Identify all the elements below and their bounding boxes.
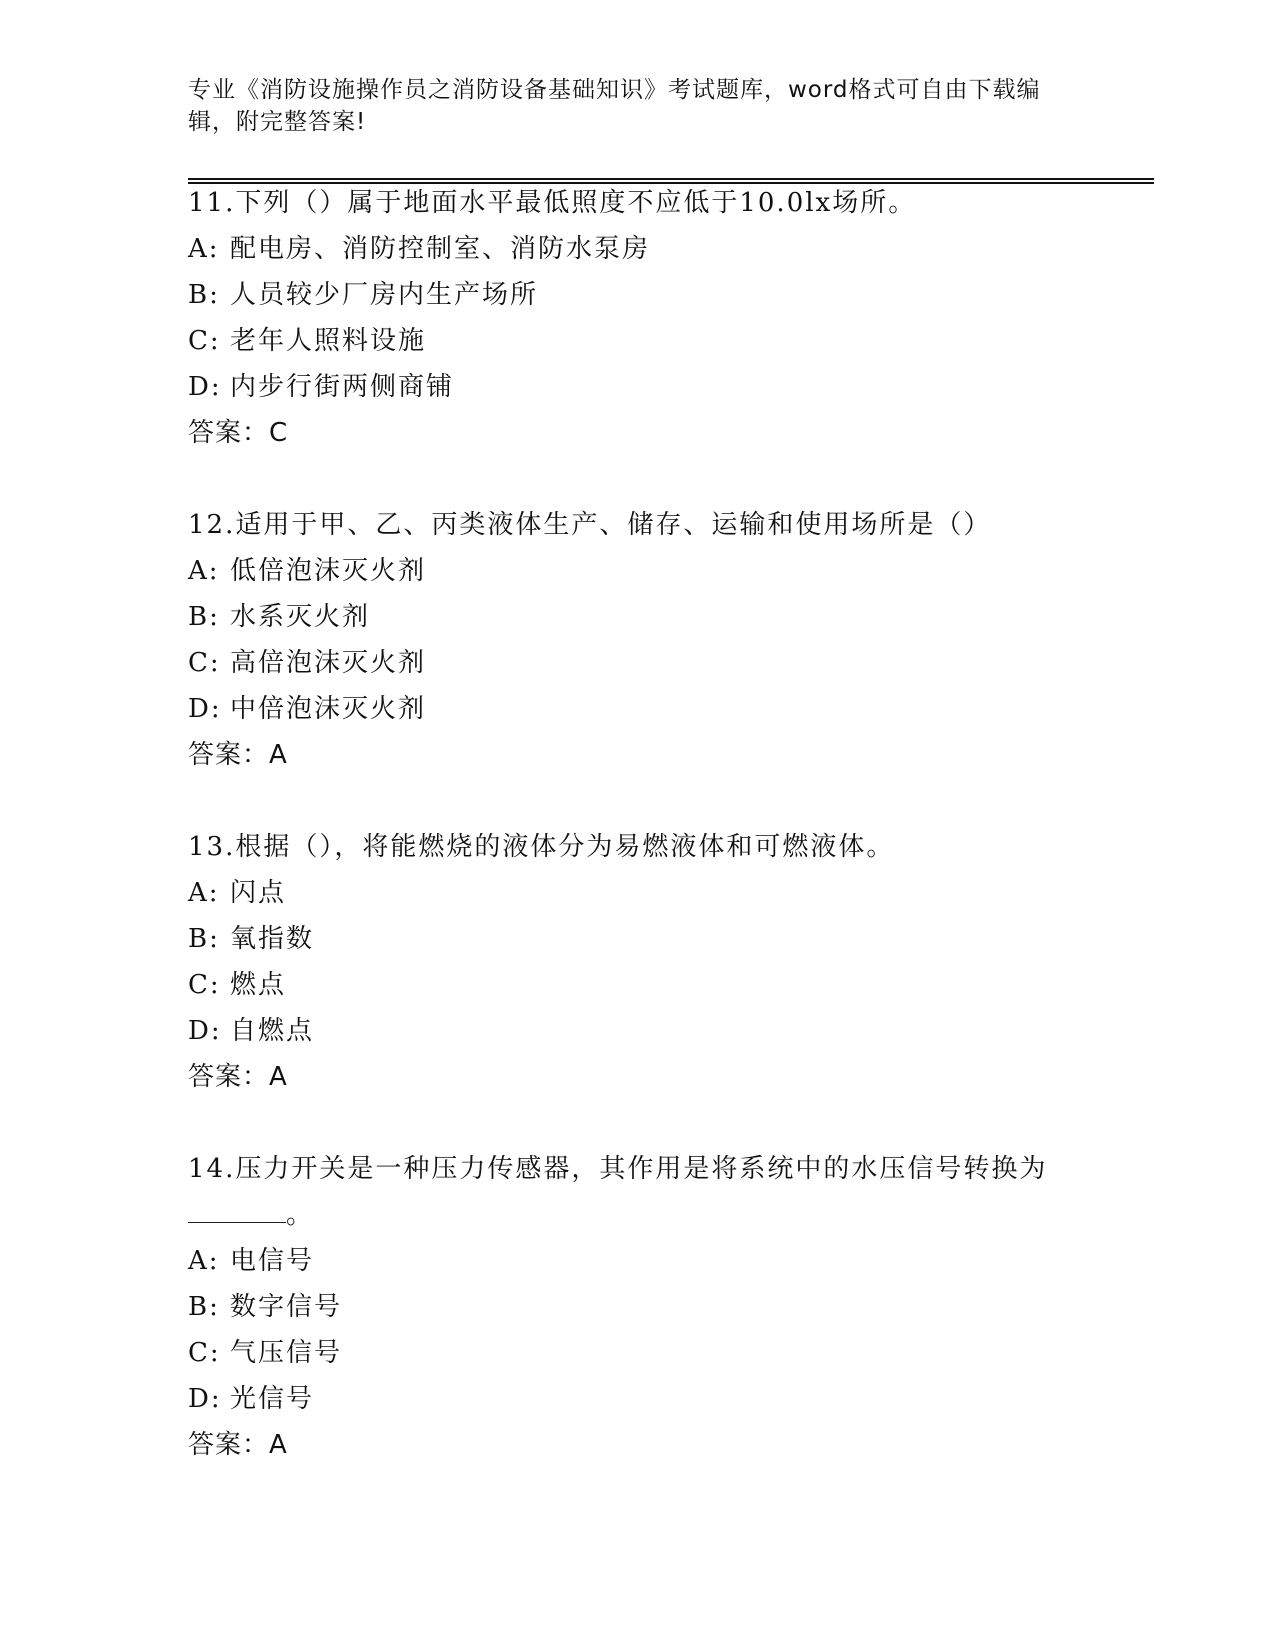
- option-key: D:: [188, 1016, 222, 1046]
- question-stem: 11.下列（）属于地面水平最低照度不应低于10.0lx场所。: [188, 188, 917, 218]
- question-11: [188, 180, 1088, 456]
- option-key: B:: [188, 1292, 220, 1322]
- option-key: D:: [188, 694, 222, 724]
- option-d: [188, 1008, 1088, 1054]
- option-text: 闪点: [230, 878, 287, 908]
- header-line-1: 专业《消防设施操作员之消防设备基础知识》考试题库，word格式可自由下载编: [188, 77, 1041, 103]
- option-key: A:: [188, 1246, 220, 1276]
- option-c: [188, 1330, 1088, 1376]
- option-key: C:: [188, 1338, 221, 1368]
- option-text: 氧指数: [230, 924, 315, 954]
- option-b: [188, 594, 1088, 640]
- answer-label: 答案：A: [188, 740, 288, 770]
- option-text: 数字信号: [230, 1292, 343, 1322]
- option-text: 低倍泡沫灭火剂: [230, 556, 427, 586]
- option-text: 老年人照料设施: [230, 326, 427, 356]
- option-key: A:: [188, 234, 220, 264]
- option-text: 自燃点: [230, 1016, 315, 1046]
- option-key: B:: [188, 924, 220, 954]
- option-a: [188, 548, 1088, 594]
- option-text: 中倍泡沫灭火剂: [230, 694, 427, 724]
- option-c: [188, 318, 1088, 364]
- header-line-2: 辑，附完整答案!: [188, 109, 367, 135]
- option-text: 内步行街两侧商铺: [230, 372, 455, 402]
- option-key: A:: [188, 556, 220, 586]
- question-stem: 13.根据（），将能燃烧的液体分为易燃液体和可燃液体。: [188, 832, 895, 862]
- document-header: [188, 74, 1088, 138]
- option-d: [188, 686, 1088, 732]
- option-key: A:: [188, 878, 220, 908]
- option-d: [188, 364, 1088, 410]
- option-b: [188, 1284, 1088, 1330]
- option-key: C:: [188, 970, 221, 1000]
- option-c: [188, 962, 1088, 1008]
- answer-label: 答案：A: [188, 1062, 288, 1092]
- question-12: [188, 502, 1088, 778]
- option-a: [188, 870, 1088, 916]
- option-key: D:: [188, 1384, 222, 1414]
- option-text: 水系灭火剂: [230, 602, 371, 632]
- answer-label: 答案：A: [188, 1430, 288, 1460]
- answer-label: 答案：C: [188, 418, 289, 448]
- option-text: 光信号: [230, 1384, 315, 1414]
- option-text: 气压信号: [230, 1338, 343, 1368]
- option-d: [188, 1376, 1088, 1422]
- question-stem-continuation: [188, 1192, 1088, 1238]
- question-13: [188, 824, 1088, 1100]
- option-c: [188, 640, 1088, 686]
- option-key: C:: [188, 648, 221, 678]
- option-a: [188, 1238, 1088, 1284]
- option-b: [188, 272, 1088, 318]
- option-key: D:: [188, 372, 222, 402]
- answer-blank: [188, 1200, 286, 1223]
- option-key: B:: [188, 602, 220, 632]
- option-text: 人员较少厂房内生产场所: [230, 280, 539, 310]
- question-14: [188, 1146, 1088, 1468]
- option-b: [188, 916, 1088, 962]
- question-stem: 14.压力开关是一种压力传感器，其作用是将系统中的水压信号转换为: [188, 1154, 1048, 1184]
- option-text: 电信号: [230, 1246, 315, 1276]
- option-text: 配电房、消防控制室、消防水泵房: [230, 234, 651, 264]
- option-text: 燃点: [230, 970, 287, 1000]
- option-a: [188, 226, 1088, 272]
- option-text: 高倍泡沫灭火剂: [230, 648, 427, 678]
- option-key: C:: [188, 326, 221, 356]
- option-key: B:: [188, 280, 220, 310]
- stem-end: 。: [286, 1200, 315, 1230]
- question-stem: 12.适用于甲、乙、丙类液体生产、储存、运输和使用场所是（）: [188, 510, 992, 540]
